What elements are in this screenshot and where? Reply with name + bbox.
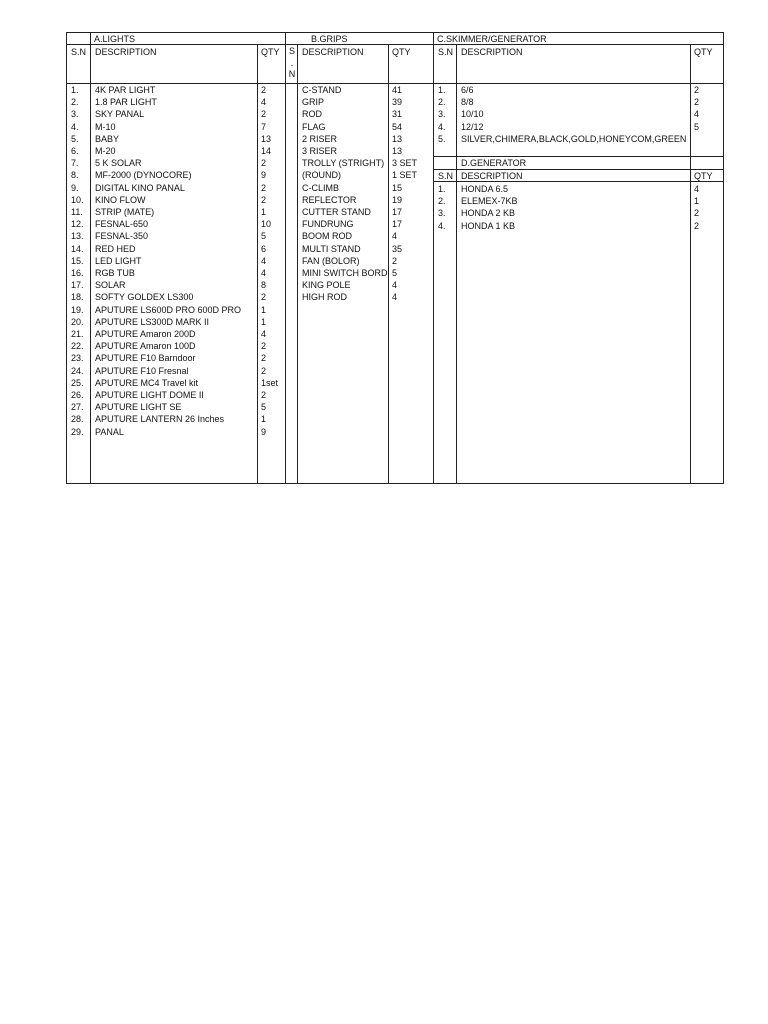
skimmer-row-sn: 1. — [438, 85, 446, 95]
lights-row-sn: 23. — [71, 353, 84, 364]
grips-title: B.GRIPS — [311, 34, 348, 44]
lights-row-description: APUTURE F10 Barndoor — [95, 353, 196, 364]
lights-row-sn: 28. — [71, 414, 84, 425]
lights-row-sn: 5. — [71, 133, 79, 144]
lights-row-qty: 2 — [261, 182, 267, 193]
lights-row-description: 4K PAR LIGHT — [95, 85, 156, 95]
lights-row-description: KINO FLOW — [95, 194, 146, 205]
lights-row-sn: 4. — [71, 121, 79, 132]
column-divider — [257, 45, 258, 483]
lights-row-description: FESNAL-650 — [95, 219, 149, 230]
generator-row-qty: 1 — [694, 196, 700, 207]
lights-row-qty: 2 — [261, 158, 267, 169]
lights-row-qty: 9 — [261, 170, 267, 181]
lights-row-sn: 22. — [71, 341, 84, 352]
grips-row-qty: 5 — [392, 268, 398, 278]
skimmer-row-description: 6/6 — [461, 85, 474, 95]
lights-row-sn: 11. — [71, 207, 83, 217]
grips-row-description: MULTI STAND — [302, 243, 361, 254]
lights-row-qty: 13 — [261, 133, 272, 144]
lights-row-description: 5 K SOLAR — [95, 158, 142, 169]
skimmer-row-qty: 4 — [694, 109, 700, 120]
lights-row-sn: 13. — [71, 231, 84, 242]
grips-row-description: HIGH ROD — [302, 292, 347, 303]
lights-row-qty: 5 — [261, 402, 267, 413]
lights-row-sn: 9. — [71, 182, 79, 193]
lights-row-sn: 18. — [71, 292, 84, 303]
column-divider — [690, 45, 691, 483]
grips-row-description: MINI SWITCH BORD — [302, 268, 388, 278]
lights-row-description: FESNAL-350 — [95, 231, 149, 242]
lights-row-sn: 1. — [71, 85, 79, 95]
skimmer-row-sn: 5. — [438, 133, 446, 144]
grips-row-description: TROLLY (STRIGHT) — [302, 158, 385, 169]
generator-row-description: HONDA 1 KB — [461, 220, 516, 231]
grips-row-qty: 15 — [392, 182, 403, 193]
grips-row-description: REFLECTOR — [302, 194, 357, 205]
generator-row-sn: 1. — [438, 184, 446, 194]
lights-row-description: APUTURE LS600D PRO 600D PRO — [95, 304, 242, 315]
lights-row-description: MF-2000 (DYNOCORE) — [95, 170, 192, 181]
lights-row-sn: 8. — [71, 170, 79, 181]
generator-row-sn: 4. — [438, 220, 446, 231]
lights-row-description: APUTURE Amaron 200D — [95, 329, 196, 339]
lights-row-description: APUTURE LS300D MARK II — [95, 316, 210, 327]
skimmer-description-header: DESCRIPTION — [461, 47, 523, 57]
grips-row-qty: 31 — [392, 109, 403, 120]
lights-row-qty: 2 — [261, 194, 267, 205]
generator-row-qty: 4 — [694, 184, 700, 194]
grips-row-qty: 4 — [392, 280, 398, 291]
lights-row-sn: 6. — [71, 146, 79, 156]
generator-row-sn: 3. — [438, 208, 446, 219]
lights-row-sn: 21. — [71, 329, 84, 339]
grips-row-description: (ROUND) — [302, 170, 341, 181]
lights-row-qty: 6 — [261, 243, 267, 254]
lights-row-description: LED LIGHT — [95, 255, 142, 266]
lights-row-sn: 2. — [71, 97, 79, 108]
grips-row-description: C-CLIMB — [302, 182, 340, 193]
column-divider — [297, 45, 298, 483]
lights-row-qty: 4 — [261, 255, 267, 266]
generator-sn-header: S.N — [438, 171, 454, 181]
lights-row-description: BABY — [95, 133, 120, 144]
generator-title: D.GENERATOR — [461, 158, 527, 168]
grips-row-description: ROD — [302, 109, 322, 120]
grips-row-description: KING POLE — [302, 280, 351, 291]
grips-row-description: FUNDRUNG — [302, 219, 354, 230]
grips-row-description: FAN (BOLOR) — [302, 255, 360, 266]
grips-row-qty: 4 — [392, 231, 398, 242]
skimmer-qty-header: QTY — [694, 47, 713, 57]
lights-row-sn: 20. — [71, 316, 84, 327]
equipment-table — [66, 32, 724, 484]
lights-row-sn: 12. — [71, 219, 84, 230]
lights-row-qty: 2 — [261, 353, 267, 364]
lights-row-description: DIGITAL KINO PANAL — [95, 182, 185, 193]
column-divider — [388, 45, 389, 483]
skimmer-row-description: 10/10 — [461, 109, 484, 120]
lights-row-sn: 3. — [71, 109, 79, 120]
grips-description-header: DESCRIPTION — [302, 47, 364, 57]
lights-sn-header: S.N — [71, 47, 87, 57]
grips-row-description: 2 RISER — [302, 133, 338, 144]
lights-row-description: APUTURE LIGHT DOME II — [95, 390, 204, 400]
lights-row-qty: 2 — [261, 365, 267, 376]
column-divider — [90, 33, 91, 483]
grips-row-description: GRIP — [302, 97, 325, 108]
grips-sn-header: S . N — [288, 46, 296, 79]
grips-row-qty: 41 — [392, 85, 403, 95]
lights-row-qty: 4 — [261, 268, 267, 278]
grips-row-qty: 39 — [392, 97, 403, 108]
column-divider — [285, 33, 286, 483]
lights-row-description: APUTURE F10 Fresnal — [95, 365, 189, 376]
lights-row-description: SKY PANAL — [95, 109, 145, 120]
lights-row-description: RGB TUB — [95, 268, 135, 278]
skimmer-row-qty: 2 — [694, 97, 700, 108]
lights-row-description: PANAL — [95, 426, 124, 437]
lights-row-qty: 10 — [261, 219, 272, 230]
lights-title: A.LIGHTS — [94, 34, 136, 44]
lights-row-description: APUTURE LIGHT SE — [95, 402, 182, 413]
grips-row-description: FLAG — [302, 121, 326, 132]
skimmer-row-description: SILVER,CHIMERA,BLACK,GOLD,HONEYCOM,GREEN — [461, 133, 687, 144]
lights-row-sn: 29. — [71, 426, 84, 437]
grips-row-qty: 17 — [392, 219, 403, 230]
lights-row-qty: 8 — [261, 280, 267, 291]
lights-row-sn: 7. — [71, 158, 79, 169]
lights-row-sn: 27. — [71, 402, 84, 413]
grips-row-qty: 4 — [392, 292, 398, 303]
grips-row-qty: 54 — [392, 121, 403, 132]
lights-row-description: M-20 — [95, 146, 116, 156]
skimmer-sn-header: S.N — [438, 47, 454, 57]
lights-row-description: RED HED — [95, 243, 136, 254]
grips-row-description: BOOM ROD — [302, 231, 353, 242]
grips-row-description: CUTTER STAND — [302, 207, 371, 217]
lights-qty-header: QTY — [261, 47, 280, 57]
lights-row-qty: 5 — [261, 231, 267, 242]
lights-row-qty: 2 — [261, 341, 267, 352]
lights-row-description: APUTURE LANTERN 26 Inches — [95, 414, 225, 425]
skimmer-row-sn: 4. — [438, 121, 446, 132]
lights-row-sn: 19. — [71, 304, 84, 315]
grips-qty-header: QTY — [392, 47, 411, 57]
generator-row-qty: 2 — [694, 220, 700, 231]
generator-row-description: HONDA 2 KB — [461, 208, 516, 219]
skimmer-row-sn: 3. — [438, 109, 446, 120]
lights-row-sn: 15. — [71, 255, 84, 266]
grips-row-description: C-STAND — [302, 85, 342, 95]
skimmer-row-description: 8/8 — [461, 97, 474, 108]
lights-description-header: DESCRIPTION — [95, 47, 157, 57]
lights-row-description: M-10 — [95, 121, 116, 132]
lights-row-qty: 2 — [261, 85, 267, 95]
grips-row-qty: 13 — [392, 133, 403, 144]
grips-row-qty: 17 — [392, 207, 403, 217]
lights-row-description: APUTURE MC4 Travel kit — [95, 377, 199, 388]
grips-row-qty: 2 — [392, 255, 398, 266]
grips-row-description: 3 RISER — [302, 146, 338, 156]
generator-description-header: DESCRIPTION — [461, 171, 523, 181]
grips-row-qty: 1 SET — [392, 170, 418, 181]
generator-row-qty: 2 — [694, 208, 700, 219]
skimmer-row-qty: 5 — [694, 121, 700, 132]
row-divider — [67, 44, 723, 45]
lights-row-qty: 2 — [261, 292, 267, 303]
lights-row-qty: 9 — [261, 426, 267, 437]
generator-row-description: HONDA 6.5 — [461, 184, 509, 194]
grips-row-qty: 19 — [392, 194, 403, 205]
generator-row-sn: 2. — [438, 196, 446, 207]
grips-row-qty: 35 — [392, 243, 403, 254]
lights-row-description: STRIP (MATE) — [95, 207, 155, 217]
lights-row-sn: 16. — [71, 268, 84, 278]
column-divider — [433, 33, 434, 483]
lights-row-qty: 1 — [261, 304, 267, 315]
lights-row-sn: 26. — [71, 390, 84, 400]
skimmer-title: C.SKIMMER/GENERATOR — [437, 34, 547, 44]
lights-row-sn: 10. — [71, 194, 84, 205]
lights-row-sn: 17. — [71, 280, 84, 291]
generator-qty-header: QTY — [694, 171, 713, 181]
lights-row-qty: 2 — [261, 390, 267, 400]
lights-row-qty: 14 — [261, 146, 272, 156]
lights-row-qty: 2 — [261, 109, 267, 120]
lights-row-qty: 4 — [261, 97, 267, 108]
lights-row-description: SOFTY GOLDEX LS300 — [95, 292, 194, 303]
lights-row-description: SOLAR — [95, 280, 126, 291]
lights-row-qty: 1 — [261, 414, 267, 425]
lights-row-sn: 14. — [71, 243, 84, 254]
grips-row-qty: 13 — [392, 146, 403, 156]
lights-row-sn: 24. — [71, 365, 84, 376]
skimmer-row-sn: 2. — [438, 97, 446, 108]
grips-row-qty: 3 SET — [392, 158, 418, 169]
skimmer-row-qty: 2 — [694, 85, 700, 95]
column-divider — [456, 45, 457, 483]
lights-row-qty: 4 — [261, 329, 267, 339]
lights-row-qty: 1set — [261, 377, 279, 388]
generator-row-description: ELEMEX-7KB — [461, 196, 518, 207]
skimmer-row-description: 12/12 — [461, 121, 484, 132]
lights-row-sn: 25. — [71, 377, 84, 388]
lights-row-description: APUTURE Amaron 100D — [95, 341, 196, 352]
lights-row-description: 1.8 PAR LIGHT — [95, 97, 157, 108]
lights-row-qty: 7 — [261, 121, 267, 132]
lights-row-qty: 1 — [261, 207, 267, 217]
lights-row-qty: 1 — [261, 316, 267, 327]
